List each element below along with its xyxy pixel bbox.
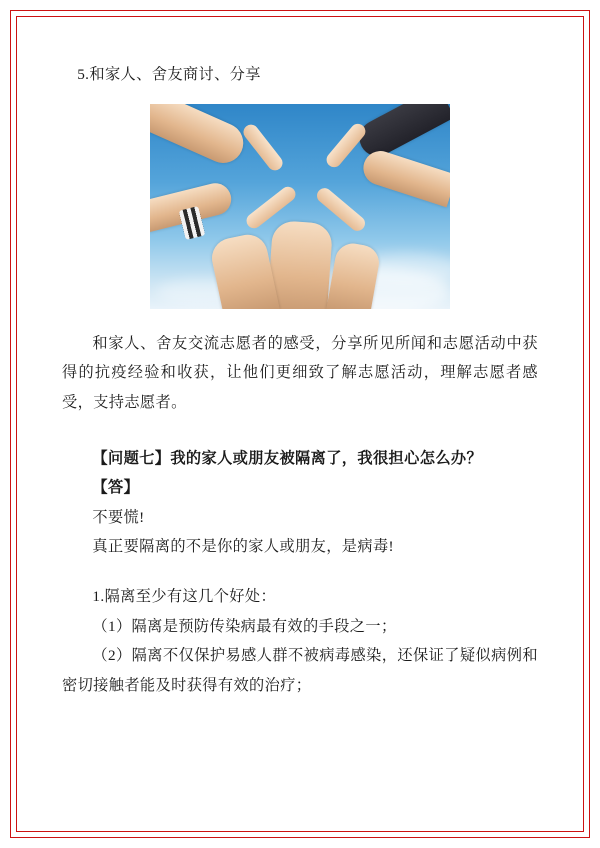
answer-label: 【答】 <box>92 479 140 497</box>
answer-line-1: 不要慌! <box>92 508 145 526</box>
hand-arm-shape <box>359 146 450 207</box>
answer-line-2: 真正要隔离的不是你的家人或朋友，是病毒! <box>92 538 395 556</box>
list-item-5: 5.和家人、舍友商讨、分享 <box>77 66 261 83</box>
hand-arm-shape <box>150 104 250 169</box>
hand-arm-shape <box>208 231 279 309</box>
question-heading-7: 【问题七】我的家人或朋友被隔离了，我很担心怎么办？ <box>92 449 483 467</box>
benefit-list-heading: 1.隔离至少有这几个好处： <box>92 588 277 606</box>
document-content <box>62 60 538 701</box>
figure-block <box>62 104 538 309</box>
paragraph-share-experience: 和家人、舍友交流志愿者的感受，分享所见所闻和志愿活动中获得的抗疫经验和收获，让他们更细致了解志愿活动，理解志愿者感受，支持志愿者。 <box>62 334 538 411</box>
hand-arm-shape <box>353 104 450 162</box>
finger-shape <box>240 121 285 173</box>
hands-forming-star-photo <box>150 104 450 309</box>
benefit-item-2: （2）隔离不仅保护易感人群不被病毒感染，还保证了疑似病例和密切接触者能及时获得有效的治疗； <box>62 647 538 695</box>
benefit-item-1: （1）隔离是预防传染病最有效的手段之一； <box>92 617 397 635</box>
